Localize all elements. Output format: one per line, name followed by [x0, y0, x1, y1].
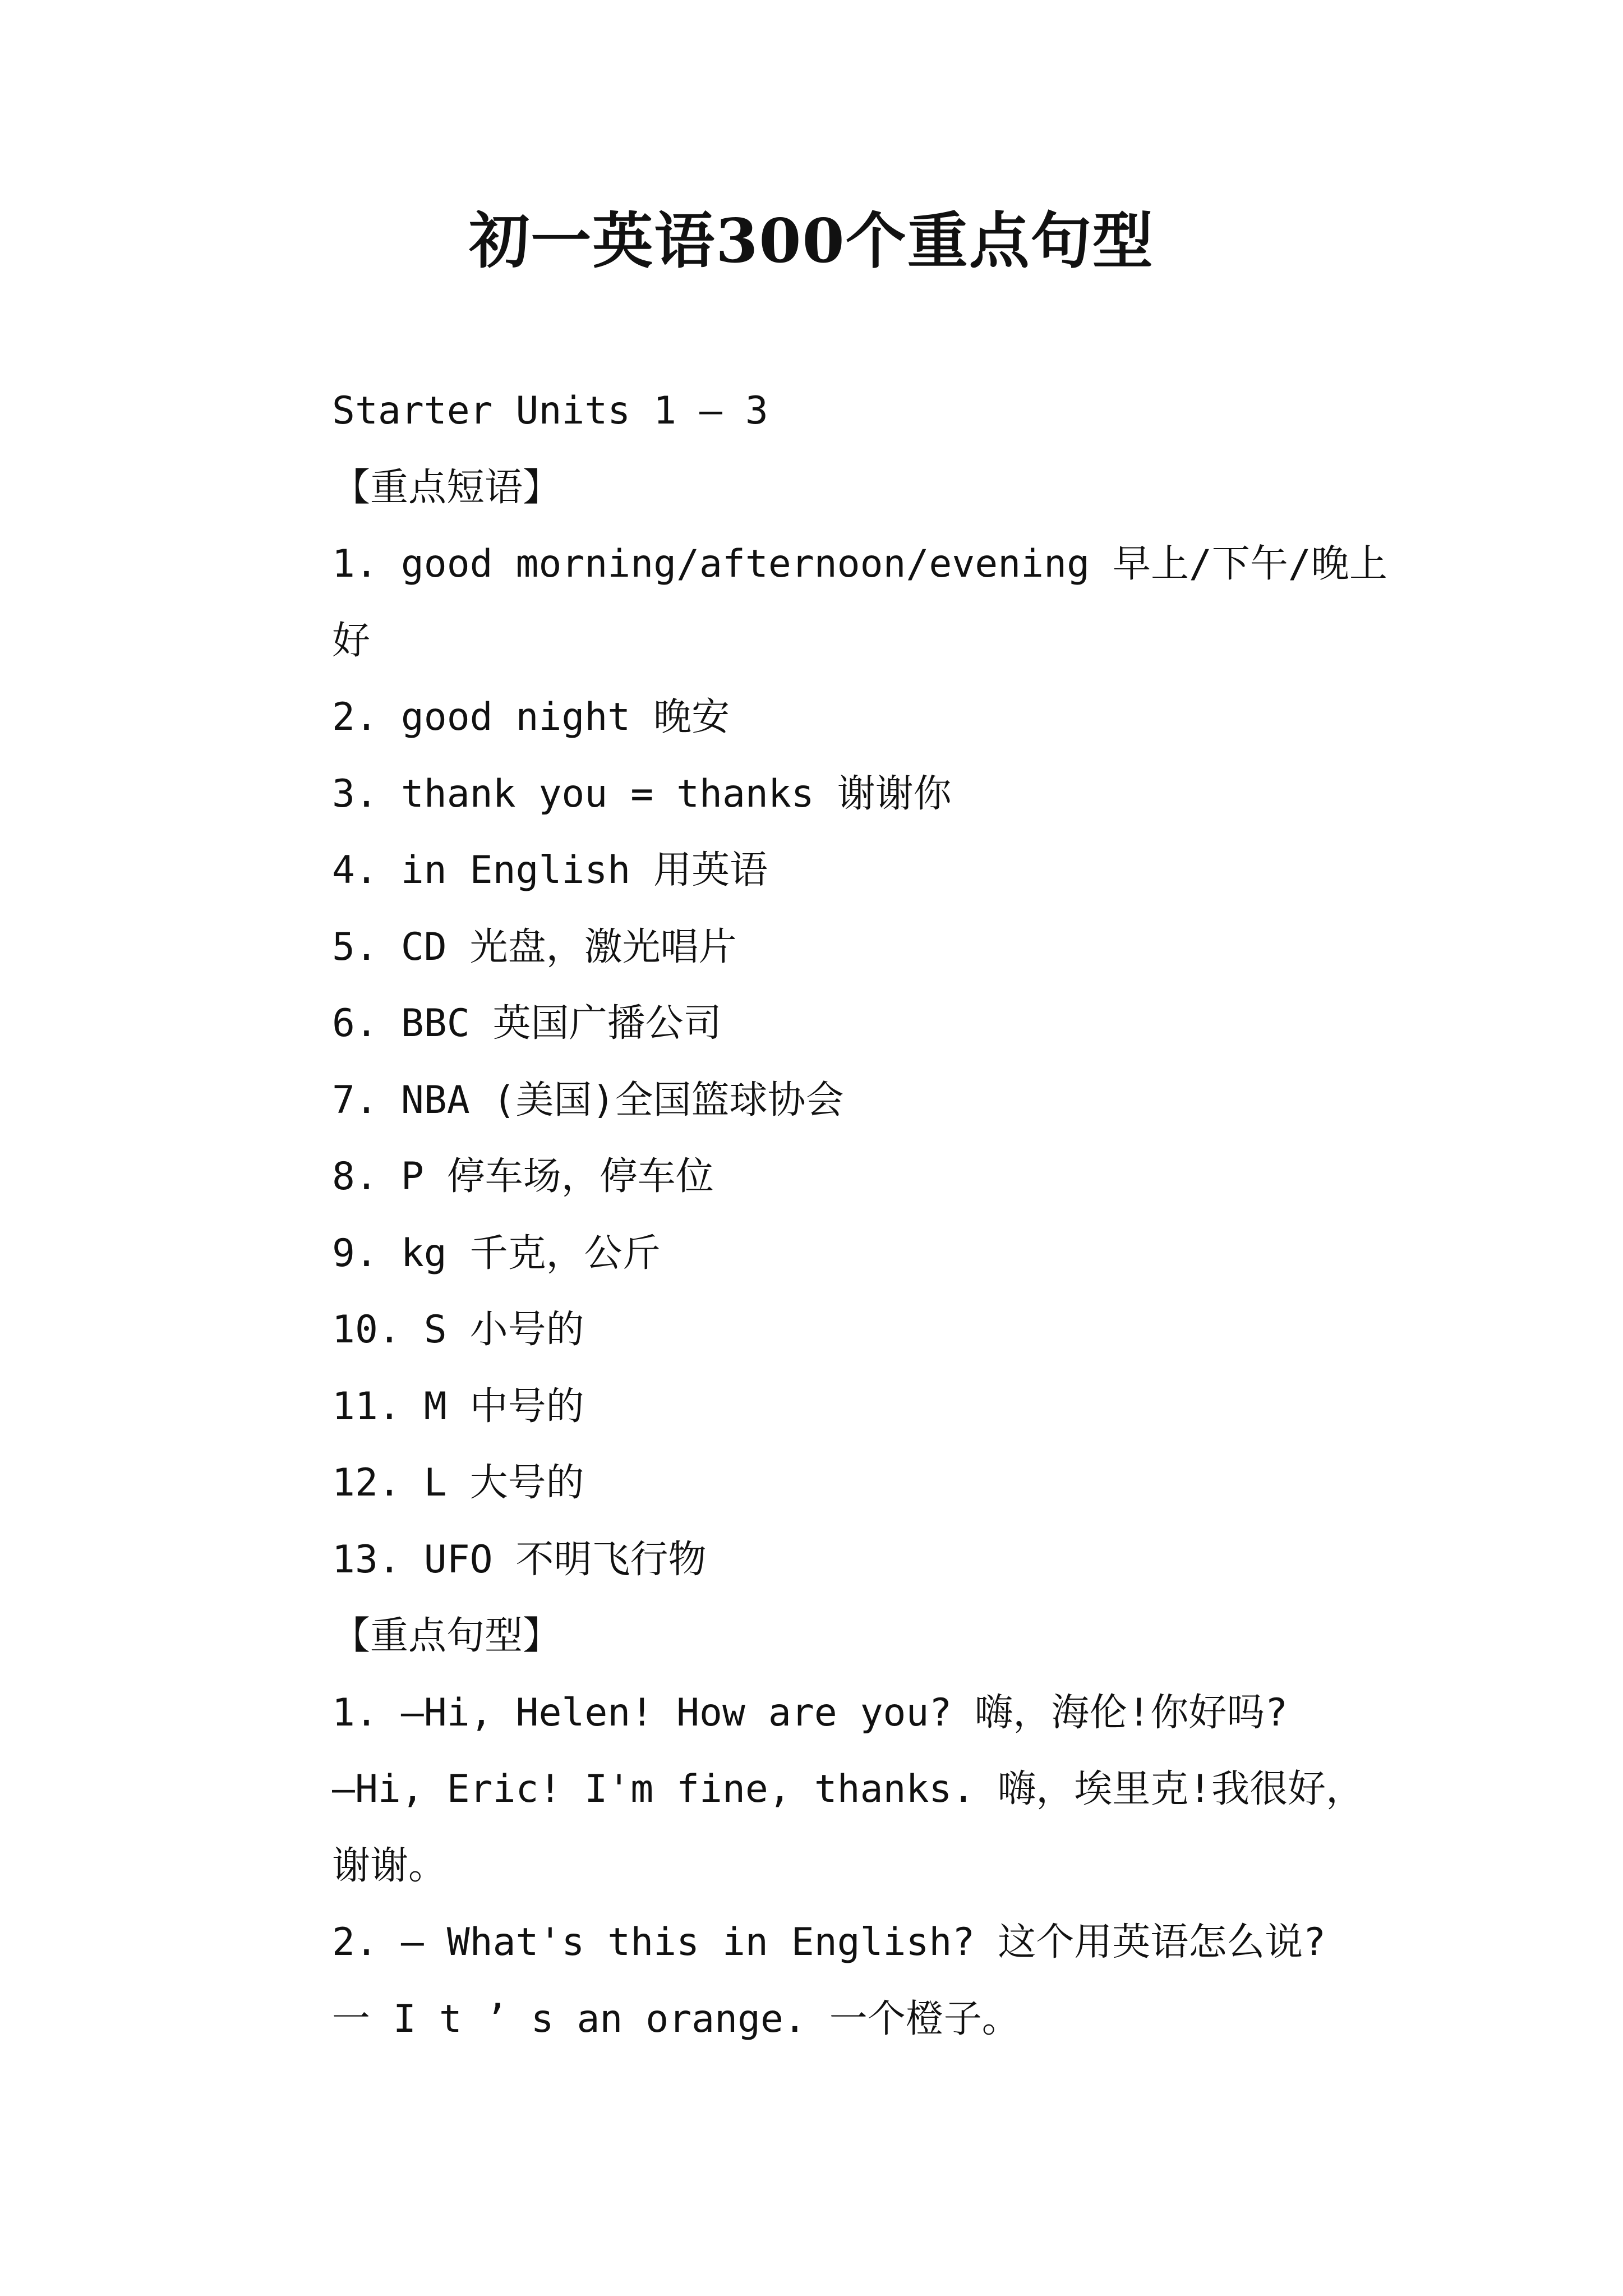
document-title: 初一英语300个重点句型: [469, 206, 1154, 277]
phrase-item: 2. good night 晚安: [332, 695, 730, 739]
phrase-item: 11. M 中号的: [332, 1384, 584, 1429]
sentence-item: 一 I t ’ s an orange. 一个橙子。: [332, 1996, 1020, 2041]
phrase-item: 3. thank you = thanks 谢谢你: [332, 771, 952, 816]
phrase-item: 8. P 停车场，停车位: [332, 1154, 714, 1199]
sentence-item: —Hi, Eric! I'm fine, thanks. 嗨，埃里克!我很好，谢谢。: [332, 1767, 1364, 1888]
phrase-item: 10. S 小号的: [332, 1308, 584, 1352]
sentences-heading: 【重点句型】: [332, 1614, 561, 1658]
phrase-item: 13. UFO 不明飞行物: [332, 1537, 707, 1582]
section-heading: Starter Units 1 — 3: [332, 389, 768, 433]
phrase-item: 5. CD 光盘，激光唱片: [332, 924, 737, 969]
phrase-item: 1. good morning/afternoon/evening 早上/下午/晚上好: [332, 542, 1387, 663]
phrase-item: 12. L 大号的: [332, 1461, 584, 1505]
phrase-item: 7. NBA (美国)全国篮球协会: [332, 1078, 844, 1122]
document-body: [247, 373, 1396, 2058]
phrase-item: 9. kg 千克，公斤: [332, 1231, 661, 1276]
phrases-heading: 【重点短语】: [332, 465, 561, 510]
phrase-item: 4. in English 用英语: [332, 848, 768, 892]
sentence-item: 1. —Hi, Helen! How are you? 嗨，海伦!你好吗?: [332, 1690, 1288, 1735]
phrase-item: 6. BBC 英国广播公司: [332, 1001, 722, 1046]
sentence-item: 2. — What's this in English? 这个用英语怎么说?: [332, 1920, 1326, 1964]
